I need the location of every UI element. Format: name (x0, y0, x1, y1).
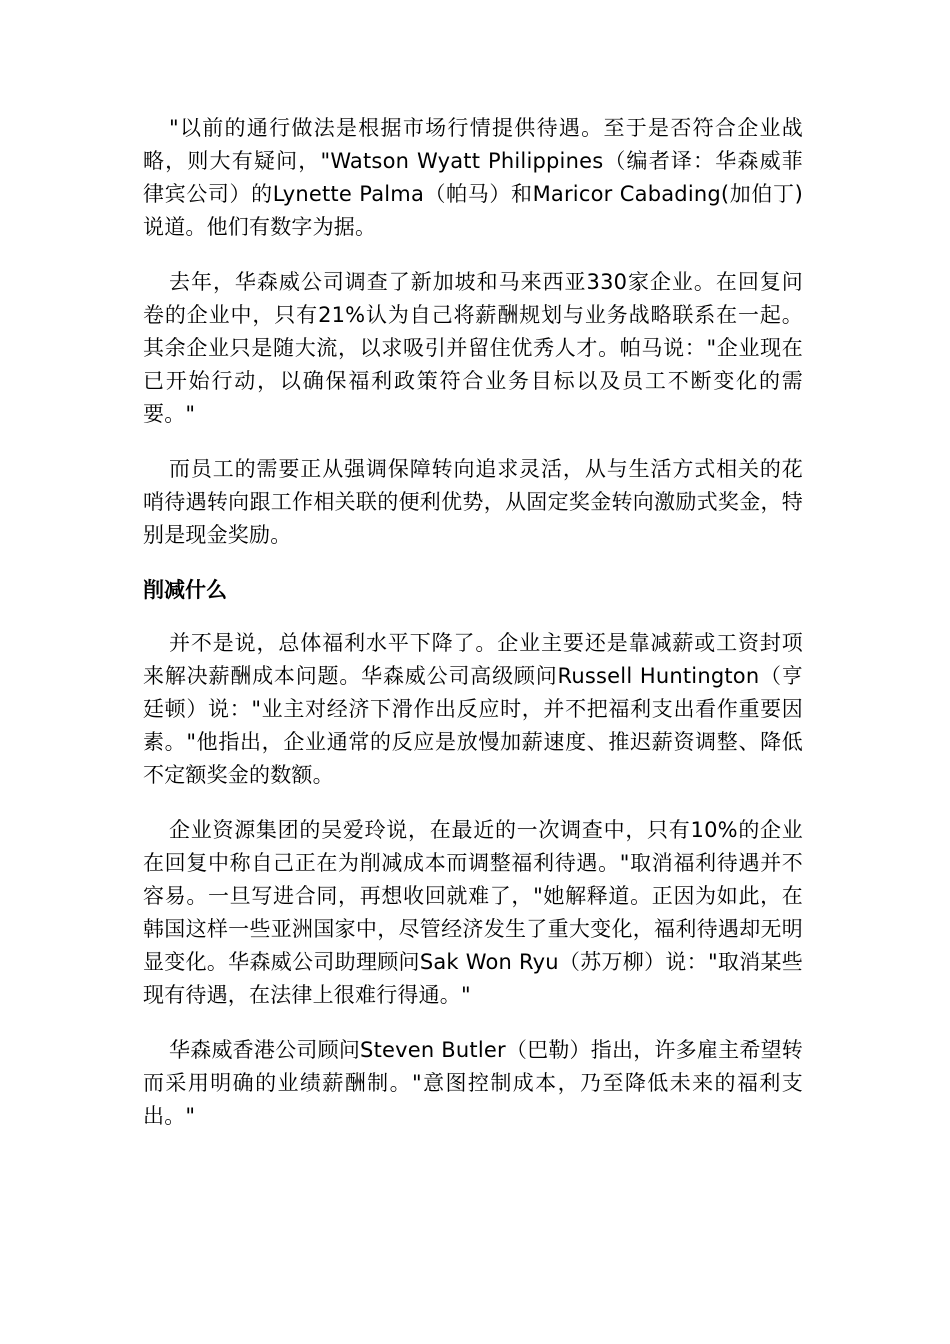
section-heading: 削减什么 (143, 578, 227, 602)
paragraph-performance-pay: 华森威香港公司顾问Steven Butler（巴勒）指出，许多雇主希望转而采用明确的业绩薪酬制。"意图控制成本，乃至降低未来的福利支出。" (143, 1038, 803, 1128)
paragraph-overall-benefits: 并不是说，总体福利水平下降了。企业主要还是靠减薪或工资封项来解决薪酬成本问题。华森威公司高级顾问Russell Huntington（亨廷顿）说："业主对经济下滑作出反应时，并不把福利支出看作重要因素。"他指出，企业通常的反应是放慢加薪速度、推迟薪资调整、降低不定额奖金的数额。 (143, 631, 803, 787)
paragraph-market-practice: "以前的通行做法是根据市场行情提供待遇。至于是否符合企业战略，则大有疑问，"Watson Wyatt Philippines（编者译：华森威菲律宾公司）的Lynette Palma（帕马）和Maricor Cabading(加伯丁)说道。他们有数字为据。 (143, 116, 803, 239)
paragraph-cost-cutting-survey: 企业资源集团的吴爱玲说，在最近的一次调查中，只有10%的企业在回复中称自己正在为削减成本而调整福利待遇。"取消福利待遇并不容易。一旦写进合同，再想收回就难了，"她解释道。正因为如此，在韩国这样一些亚洲国家中，尽管经济发生了重大变化，福利待遇却无明显变化。华森威公司助理顾问Sak Won Ryu（苏万柳）说："取消某些现有待遇，在法律上很难行得通。" (143, 818, 803, 1007)
paragraph-survey-results: 去年，华森威公司调查了新加坡和马来西亚330家企业。在回复问卷的企业中，只有21%认为自己将薪酬规划与业务战略联系在一起。其余企业只是随大流，以求吸引并留住优秀人才。帕马说："企业现在已开始行动，以确保福利政策符合业务目标以及员工不断变化的需要。" (143, 270, 803, 426)
article-body (143, 112, 803, 1155)
paragraph-employee-needs: 而员工的需要正从强调保障转向追求灵活，从与生活方式相关的花哨待遇转向跟工作相关联的便利优势，从固定奖金转向激励式奖金，特别是现金奖励。 (143, 457, 803, 547)
